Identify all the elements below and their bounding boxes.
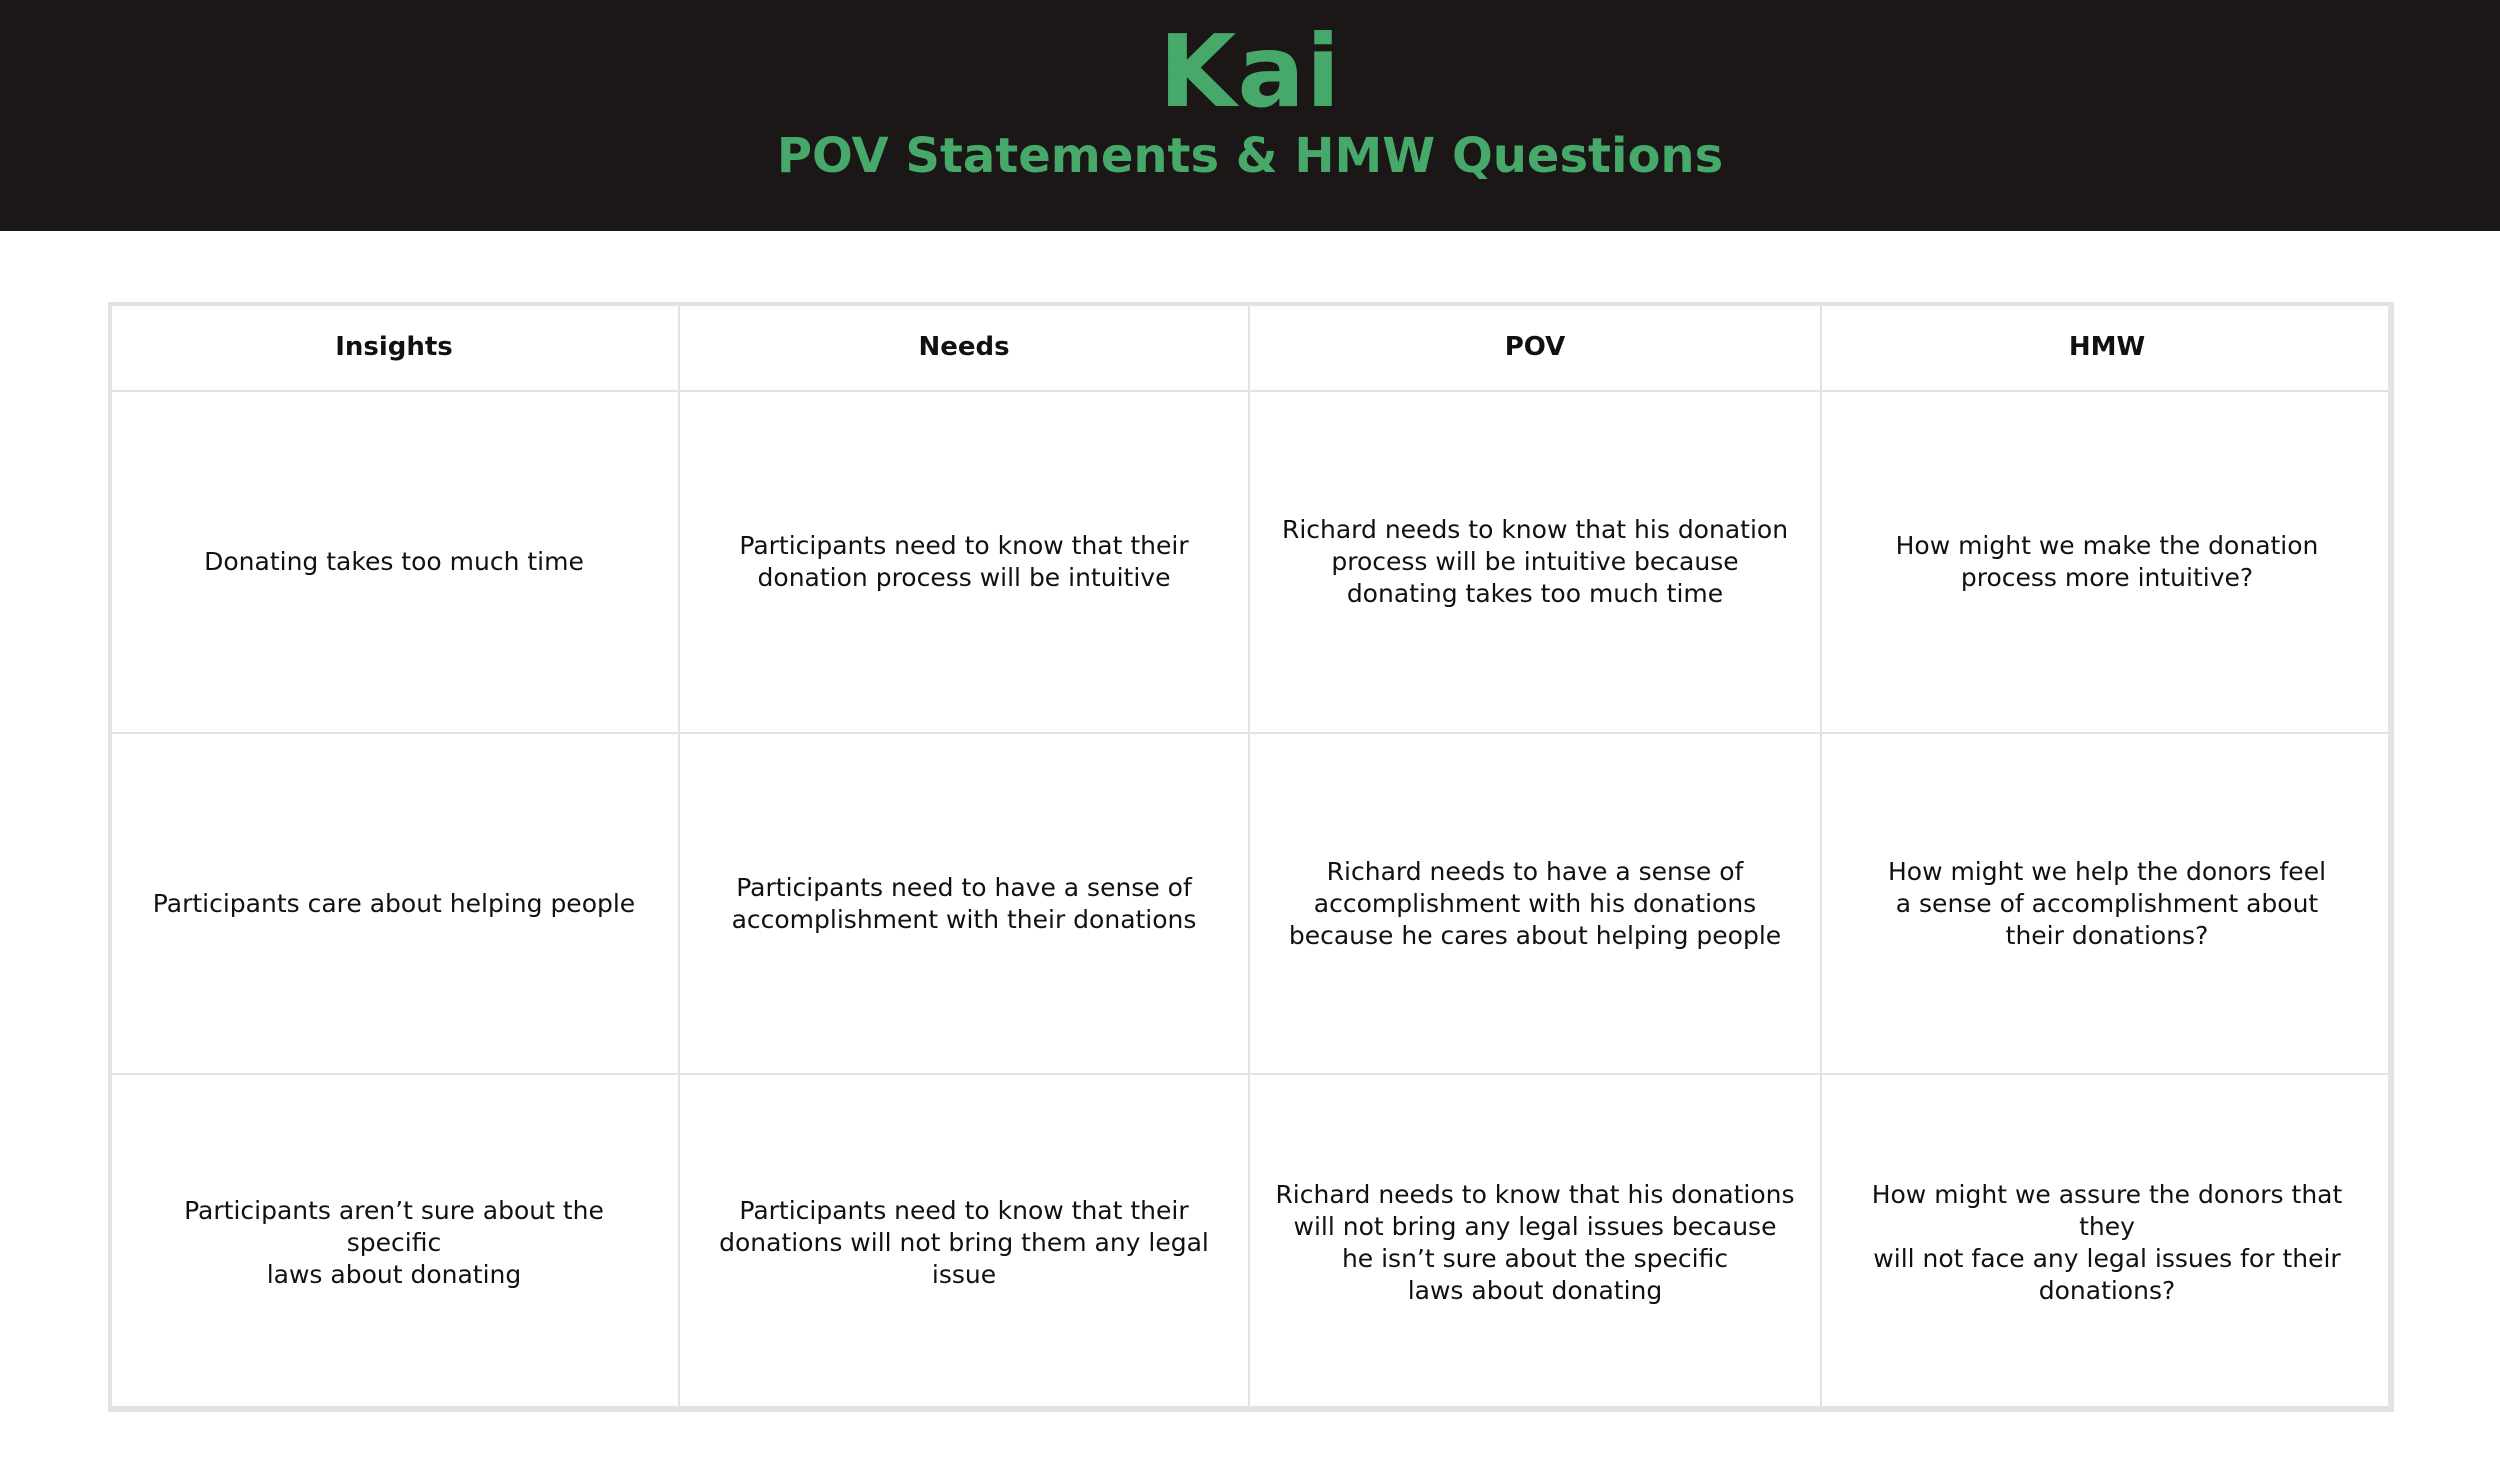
pov-text: Richard needs to know that his donations will not bring any legal issues because he isn’t sure about the specific laws about donating bbox=[1275, 1179, 1795, 1305]
need-text: Participants need to know that their donation process will be intuitive bbox=[739, 531, 1189, 592]
insight-text: Participants aren’t sure about the specific laws about donating bbox=[184, 1195, 604, 1289]
insight-text: Participants care about helping people bbox=[152, 888, 636, 918]
column-header-insights: Insights bbox=[109, 303, 679, 391]
column-header-needs: Needs bbox=[679, 303, 1249, 391]
page-title: Kai bbox=[1158, 13, 1342, 130]
need-text: Participants need to know that their donations will not bring them any legal issue bbox=[719, 1195, 1209, 1289]
hmw-text: How might we make the donation process more intuitive? bbox=[1895, 531, 2319, 592]
need-text: Participants need to have a sense of accomplishment with their donations bbox=[731, 872, 1197, 934]
hmw-text: How might we help the donors feel a sense of accomplishment about their donations? bbox=[1887, 856, 2327, 950]
table-outer-border bbox=[108, 302, 2392, 1410]
hmw-text: How might we assure the donors that they will not face any legal issues for their donations? bbox=[1871, 1179, 2343, 1305]
pov-text: Richard needs to have a sense of accomplishment with his donations because he cares about helping people bbox=[1288, 856, 1782, 950]
page-header bbox=[0, 0, 2500, 231]
column-header-pov: POV bbox=[1249, 303, 1821, 391]
insight-text: Donating takes too much time bbox=[204, 547, 584, 576]
page-subtitle: POV Statements & HMW Questions bbox=[776, 128, 1724, 184]
column-header-hmw: HMW bbox=[1821, 303, 2393, 391]
pov-text: Richard needs to know that his donation process will be intuitive because donating takes too much time bbox=[1281, 515, 1789, 608]
